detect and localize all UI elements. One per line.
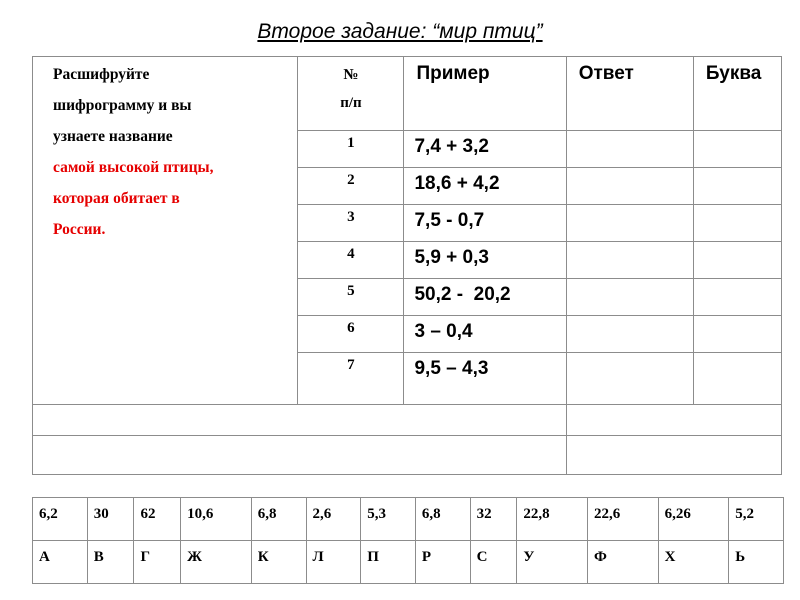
key-number-cell: 5,3: [361, 498, 416, 541]
key-letters-row: [33, 541, 784, 584]
header-answer: Ответ: [566, 57, 693, 131]
letter-cell[interactable]: [693, 242, 781, 279]
summary-row: [33, 405, 782, 436]
key-number-cell: 2,6: [306, 498, 361, 541]
letter-cell[interactable]: [693, 316, 781, 353]
row-number: 1: [298, 131, 404, 168]
letter-cell[interactable]: [693, 205, 781, 242]
key-number-cell: 32: [470, 498, 517, 541]
answer-cell[interactable]: [566, 353, 693, 405]
answer-cell[interactable]: [566, 131, 693, 168]
key-letter-cell: П: [361, 541, 416, 584]
key-letter-cell: Г: [134, 541, 181, 584]
key-letter-cell: В: [87, 541, 134, 584]
row-example: 3 – 0,4: [404, 316, 566, 353]
row-example: 9,5 – 4,3: [404, 353, 566, 405]
key-letter-cell: У: [517, 541, 588, 584]
row-number: 7: [298, 353, 404, 405]
key-number-cell: 6,8: [251, 498, 306, 541]
header-number-abbr: п/п: [340, 95, 362, 111]
key-letter-cell: Л: [306, 541, 361, 584]
key-numbers-row: [33, 498, 784, 541]
key-number-cell: 6,26: [658, 498, 729, 541]
row-number: 6: [298, 316, 404, 353]
instruction-line: узнаете название: [53, 128, 173, 145]
answer-cell[interactable]: [566, 316, 693, 353]
answer-cell[interactable]: [566, 205, 693, 242]
row-example: 18,6 + 4,2: [404, 168, 566, 205]
key-letter-cell: А: [33, 541, 88, 584]
letter-cell[interactable]: [693, 279, 781, 316]
letter-cell[interactable]: [693, 131, 781, 168]
answer-cell[interactable]: [566, 168, 693, 205]
letter-cell[interactable]: [693, 353, 781, 405]
letter-cell[interactable]: [693, 168, 781, 205]
answer-cell[interactable]: [566, 279, 693, 316]
row-example: 7,5 - 0,7: [404, 205, 566, 242]
key-number-cell: 62: [134, 498, 181, 541]
row-number: 3: [298, 205, 404, 242]
header-row: [33, 57, 782, 131]
row-example: 5,9 + 0,3: [404, 242, 566, 279]
key-number-cell: 22,6: [587, 498, 658, 541]
answer-cell[interactable]: [566, 242, 693, 279]
key-letter-cell: Ф: [587, 541, 658, 584]
summary-cell[interactable]: [566, 405, 781, 436]
instruction-line: Расшифруйте: [53, 66, 150, 83]
summary-row: [33, 436, 782, 475]
instruction-line-red: России.: [53, 221, 106, 238]
row-example: 50,2 - 20,2: [404, 279, 566, 316]
header-number: [298, 57, 404, 131]
summary-cell[interactable]: [566, 436, 781, 475]
key-letter-cell: Ь: [729, 541, 784, 584]
cipher-key-table: [32, 497, 784, 584]
header-number-symbol: №: [343, 67, 359, 83]
page-title: Второе задание: “мир птиц”: [257, 20, 543, 43]
row-example: 7,4 + 3,2: [404, 131, 566, 168]
key-letter-cell: С: [470, 541, 517, 584]
header-example: Пример: [404, 57, 566, 131]
row-number: 5: [298, 279, 404, 316]
header-letter: Буква: [693, 57, 781, 131]
key-number-cell: 10,6: [181, 498, 252, 541]
instruction-line-red: самой высокой птицы,: [53, 159, 214, 176]
cipher-task-table: [32, 56, 782, 475]
key-letter-cell: Р: [415, 541, 470, 584]
instruction-cell: [33, 57, 298, 405]
key-letter-cell: К: [251, 541, 306, 584]
key-number-cell: 30: [87, 498, 134, 541]
key-letter-cell: Х: [658, 541, 729, 584]
summary-cell[interactable]: [33, 436, 567, 475]
instruction-line: шифрограмму и вы: [53, 97, 192, 114]
summary-cell[interactable]: [33, 405, 567, 436]
key-letter-cell: Ж: [181, 541, 252, 584]
key-number-cell: 22,8: [517, 498, 588, 541]
row-number: 4: [298, 242, 404, 279]
key-number-cell: 5,2: [729, 498, 784, 541]
key-number-cell: 6,8: [415, 498, 470, 541]
row-number: 2: [298, 168, 404, 205]
instruction-line-red: которая обитает в: [53, 190, 180, 207]
key-number-cell: 6,2: [33, 498, 88, 541]
